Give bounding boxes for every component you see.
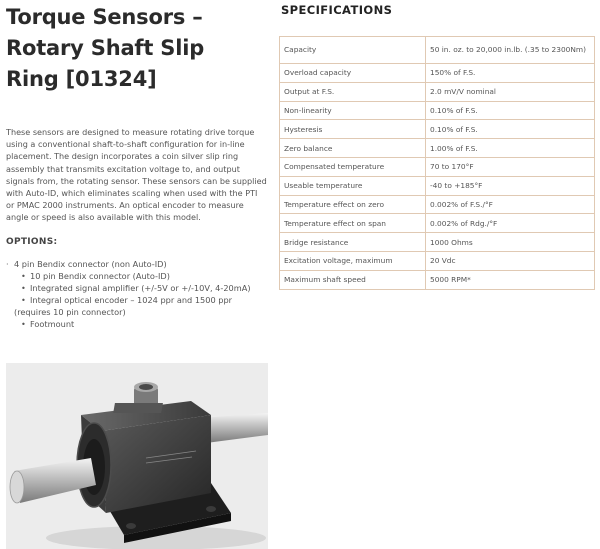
specifications-heading: SPECIFICATIONS — [281, 3, 393, 17]
product-description: These sensors are designed to measure rotating drive torque using a conventional shaft-to-shaft configuration for in-line placement. The design incorporates a coin silver slip ring assembly that transmits excitation voltage to, and output signals from, the rotating sensor. These sensors can be supplied with Auto-ID, which eliminates scaling when used with the PTI or PMAC 2000 instruments. An optical encoder to measure angle or speed is also available with this model. — [6, 127, 267, 223]
spec-value: 1000 Ohms — [426, 233, 595, 252]
spec-row — [280, 120, 595, 139]
spec-label: Hysteresis — [280, 120, 426, 139]
spec-value: 70 to 170°F — [426, 157, 595, 176]
specifications-panel — [279, 0, 595, 285]
option-item: • Integrated signal amplifier (+/-5V or +/-10V, 4-20mA) — [21, 282, 251, 293]
spec-label: Non-linearity — [280, 101, 426, 120]
option-item: · 4 pin Bendix connector (non Auto-ID) — [6, 258, 167, 269]
spec-label: Bridge resistance — [280, 233, 426, 252]
spec-label: Capacity — [280, 37, 426, 64]
spec-row — [280, 64, 595, 83]
spec-row — [280, 37, 595, 64]
spec-row — [280, 214, 595, 233]
option-item-continuation: (requires 10 pin connector) — [14, 307, 126, 317]
spec-value: 20 Vdc — [426, 251, 595, 270]
spec-label: Useable temperature — [280, 176, 426, 195]
spec-label: Temperature effect on span — [280, 214, 426, 233]
spec-label: Output at F.S. — [280, 82, 426, 101]
spec-label: Excitation voltage, maximum — [280, 251, 426, 270]
option-item: • 10 pin Bendix connector (Auto-ID) — [21, 270, 170, 281]
spec-value: 5000 RPM* — [426, 270, 595, 289]
option-item: • Footmount — [21, 319, 75, 330]
spec-value: 150% of F.S. — [426, 64, 595, 83]
option-item: • Integral optical encoder – 1024 ppr and 1500 ppr — [21, 294, 233, 305]
title-line: Torque Sensors – — [6, 5, 203, 29]
spec-value: 1.00% of F.S. — [426, 139, 595, 158]
torque-sensor-image — [6, 363, 268, 549]
spec-row — [280, 233, 595, 252]
spec-label: Maximum shaft speed — [280, 270, 426, 289]
spec-value: 0.10% of F.S. — [426, 101, 595, 120]
specifications-table — [279, 36, 595, 290]
product-photo — [6, 363, 268, 549]
spec-label: Temperature effect on zero — [280, 195, 426, 214]
product-info — [6, 0, 268, 330]
spec-row — [280, 157, 595, 176]
spec-label: Zero balance — [280, 139, 426, 158]
spec-value: 0.10% of F.S. — [426, 120, 595, 139]
spec-label: Overload capacity — [280, 64, 426, 83]
spec-row — [280, 101, 595, 120]
spec-label: Compensated temperature — [280, 157, 426, 176]
spec-value: -40 to +185°F — [426, 176, 595, 195]
spec-row — [280, 82, 595, 101]
spec-row — [280, 176, 595, 195]
spec-value: 0.002% of F.S./°F — [426, 195, 595, 214]
spec-value: 0.002% of Rdg./°F — [426, 214, 595, 233]
options-heading: OPTIONS: — [6, 236, 58, 247]
title-line: Ring [01324] — [6, 67, 157, 91]
product-title — [6, 2, 268, 95]
options-list — [6, 258, 268, 331]
spec-row — [280, 195, 595, 214]
spec-row — [280, 251, 595, 270]
spec-row — [280, 139, 595, 158]
spec-value: 50 in. oz. to 20,000 in.lb. (.35 to 2300Nm) — [426, 37, 595, 64]
title-line: Rotary Shaft Slip — [6, 36, 205, 60]
spec-row — [280, 270, 595, 289]
spec-value: 2.0 mV/V nominal — [426, 82, 595, 101]
